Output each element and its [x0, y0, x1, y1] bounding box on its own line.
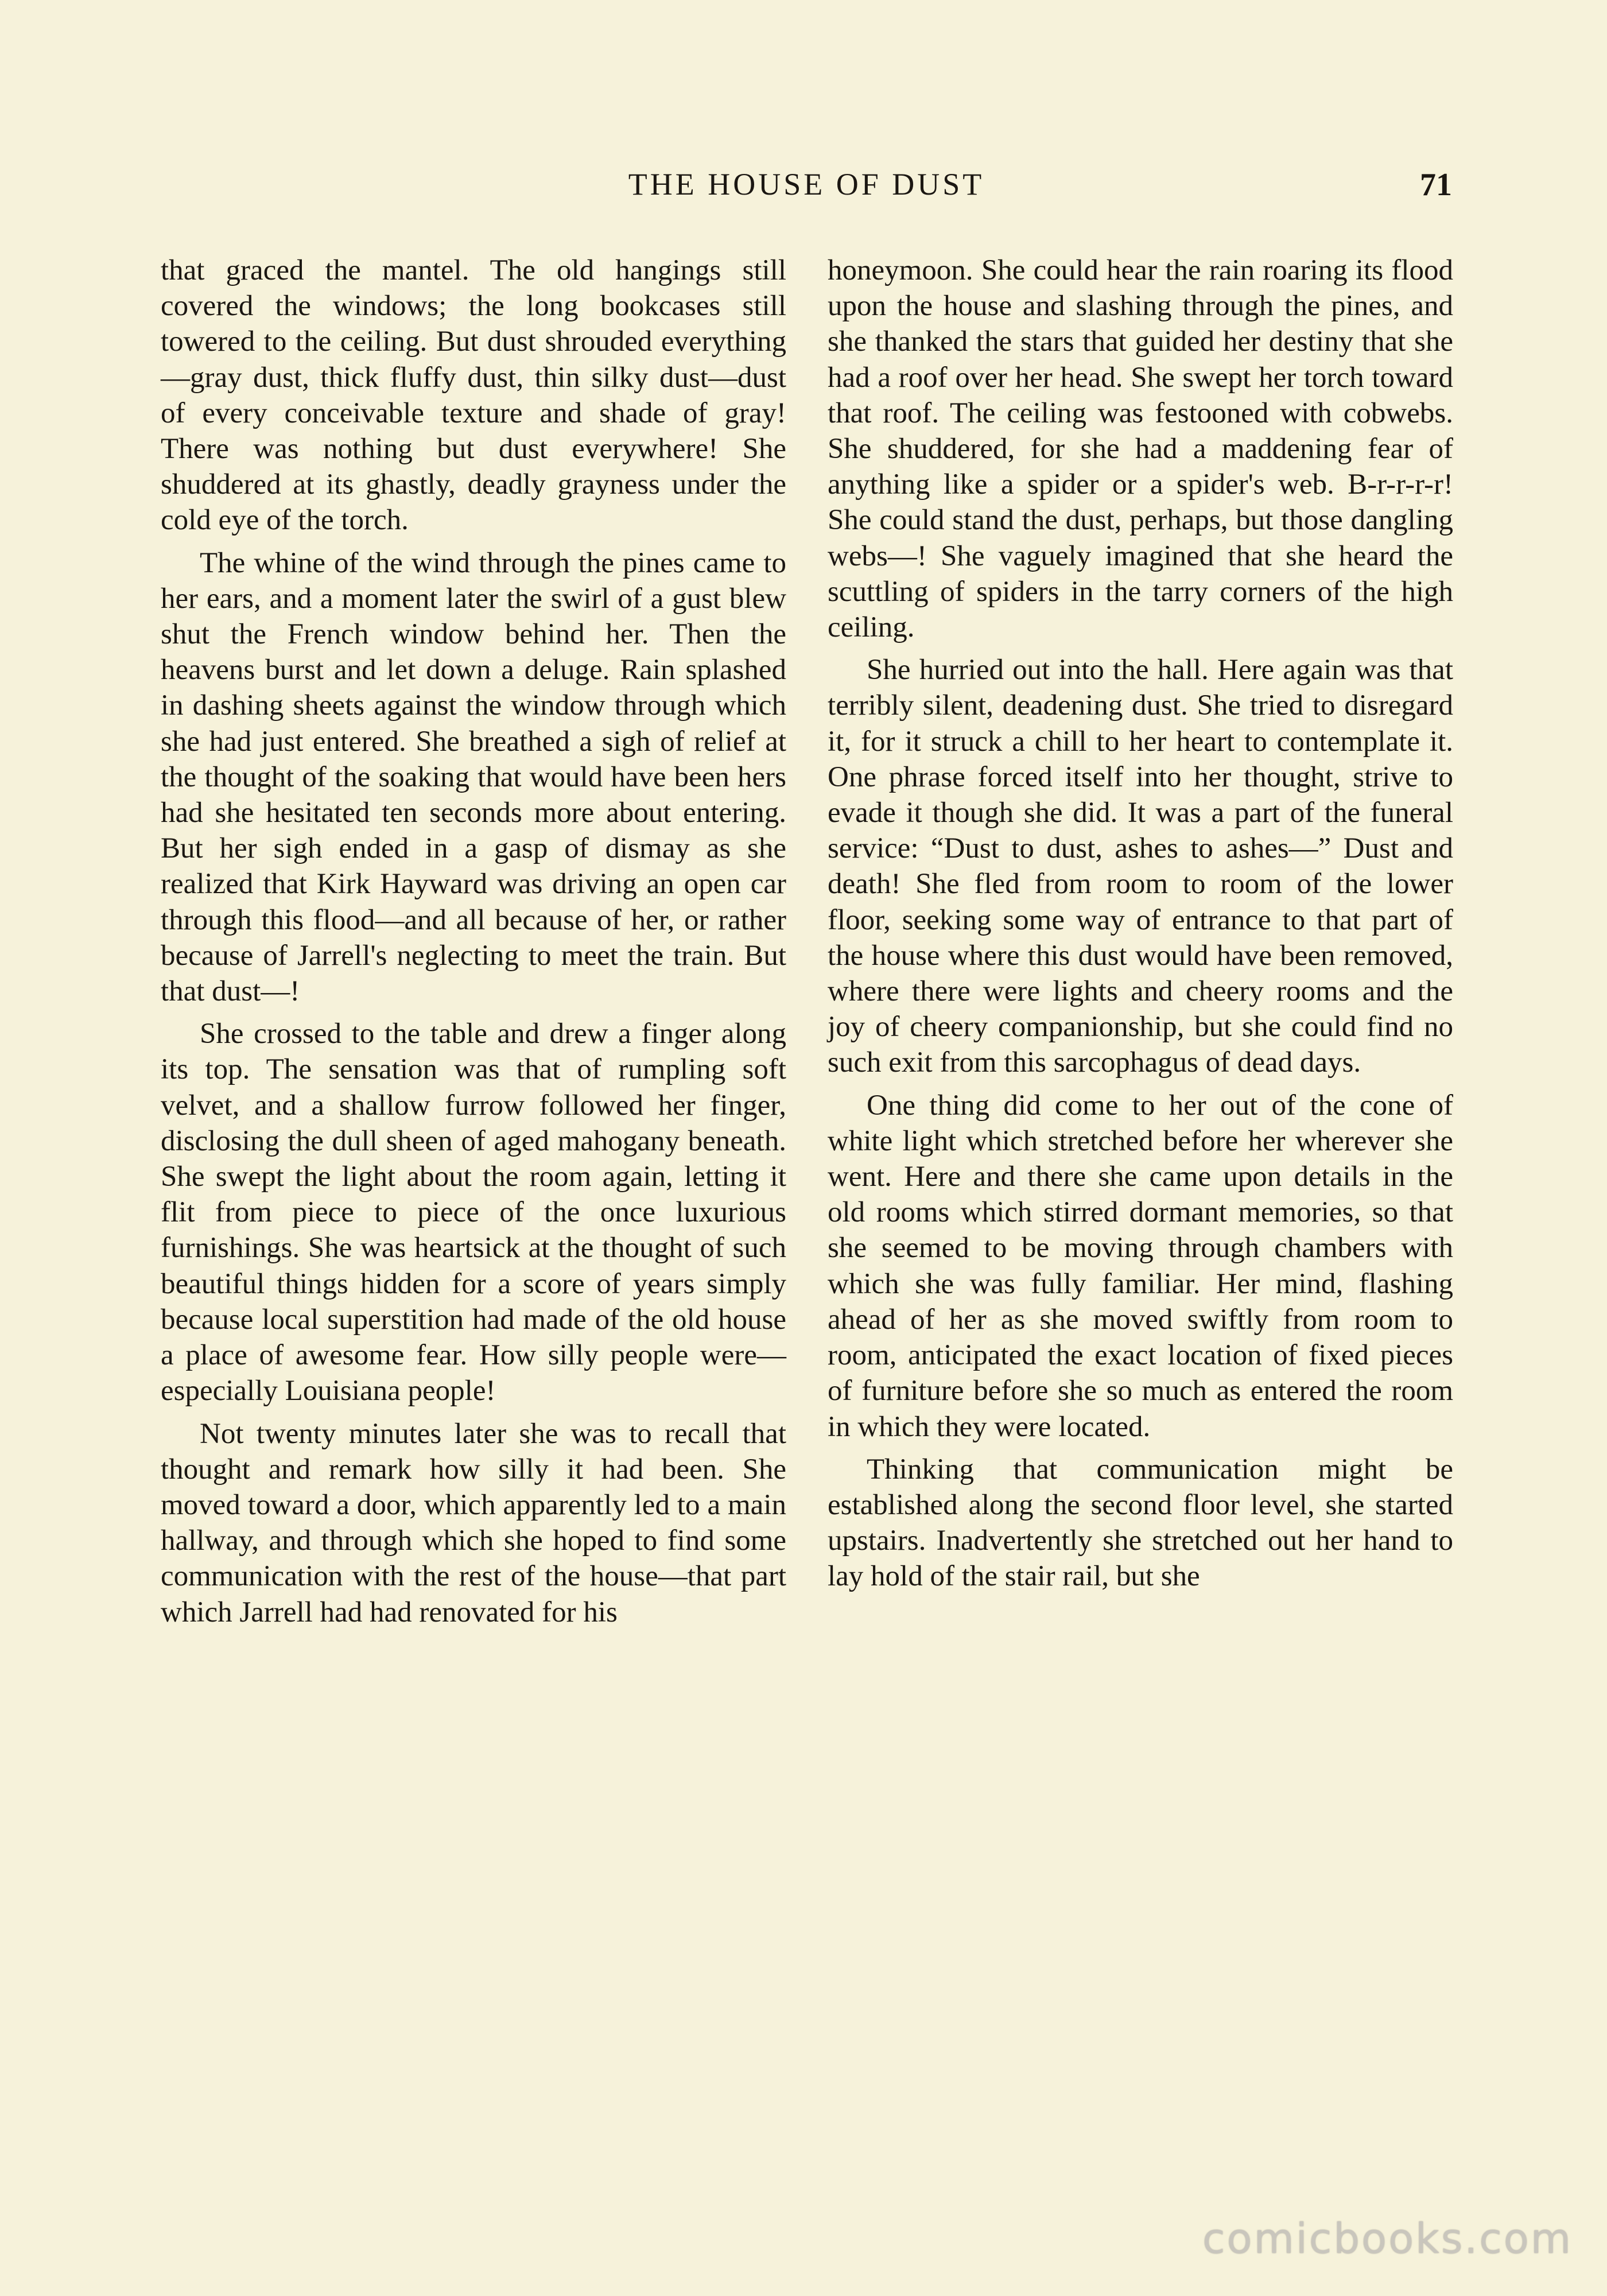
paragraph: Not twenty minutes later she was to recall that thought and remark how silly it had been. She moved toward a door, which apparently led to a main hallway, and through which she hoped to find some communication with the rest of the house—that part which Jarrell had had renovated for his [161, 1417, 786, 1628]
page-number: 71 [1420, 167, 1452, 203]
paragraph: She crossed to the table and drew a finger along its top. The sensation was that of rumpling soft velvet, and a shallow furrow followed her finger, disclosing the dull sheen of aged mahogany beneath. She swept the light about the room again, letting it flit from piece to piece of the once luxurious furnishings. She was heartsick at the thought of such beautiful things hidden for a score of years simply because local superstition had made of the old house a place of awesome fear. How silly people were—especially Louisiana people! [161, 1018, 786, 1407]
running-title: THE HOUSE OF DUST [628, 167, 985, 201]
paragraph: The whine of the wind through the pines came to her ears, and a moment later the swirl of a gust blew shut the French window behind her. Then the heavens burst and let down a deluge. Rain splashed in dashing sheets against the window through which she had just entered. She breathed a sigh of relief at the thought of the soaking that would have been hers had she hesitated ten seconds more about entering. But her sigh ended in a gasp of dismay as she realized that Kirk Hayward was driving an open car through this flood—and all because of her, or rather because of Jarrell's neglecting to meet the train. But that dust—! [161, 546, 786, 1008]
right-column [828, 253, 1453, 1601]
page-header [161, 166, 1452, 212]
paragraph: One thing did come to her out of the cone of white light which stretched before her wherever she went. Here and there she came upon details in the old rooms which stirred dormant memories, so that she seemed to be moving through chambers with which she was fully familiar. Her mind, flashing ahead of her as she moved swiftly from room to room, anticipated the exact location of fixed pieces of furniture before she so much as entered the room in which they were located. [828, 1089, 1453, 1443]
left-column [161, 253, 786, 1637]
paragraph: that graced the mantel. The old hangings still covered the windows; the long bookcases still towered to the ceiling. But dust shrouded everything—gray dust, thick fluffy dust, thin silky dust—dust of every conceivable texture and shade of gray! There was nothing but dust everywhere! She shuddered at its ghastly, deadly grayness under the cold eye of the torch. [161, 254, 786, 537]
watermark: comicbooks.com [1202, 2214, 1573, 2263]
paragraph: Thinking that communication might be established along the second floor level, she started upstairs. Inadvertently she stretched out her hand to lay hold of the stair rail, but she [828, 1453, 1453, 1593]
paragraph: honeymoon. She could hear the rain roaring its flood upon the house and slashing through the pines, and she thanked the stars that guided her destiny that she had a roof over her head. She swept her torch toward that roof. The ceiling was festooned with cobwebs. She shuddered, for she had a maddening fear of anything like a spider or a spider's web. B-r-r-r-r! She could stand the dust, perhaps, but those dangling webs—! She vaguely imagined that she heard the scuttling of spiders in the tarry corners of the high ceiling. [828, 254, 1453, 644]
paragraph: She hurried out into the hall. Here again was that terribly silent, deadening dust. She tried to disregard it, for it struck a chill to her heart to contemplate it. One phrase forced itself into her thought, strive to evade it though she did. It was a part of the funeral service: “Dust to dust, ashes to ashes—” Dust and death! She fled from room to room of the lower floor, seeking some way of entrance to that part of the house where this dust would have been removed, where there were lights and cheery rooms and the joy of cheery companionship, but she could find no such exit from this sarcophagus of dead days. [828, 654, 1453, 1079]
